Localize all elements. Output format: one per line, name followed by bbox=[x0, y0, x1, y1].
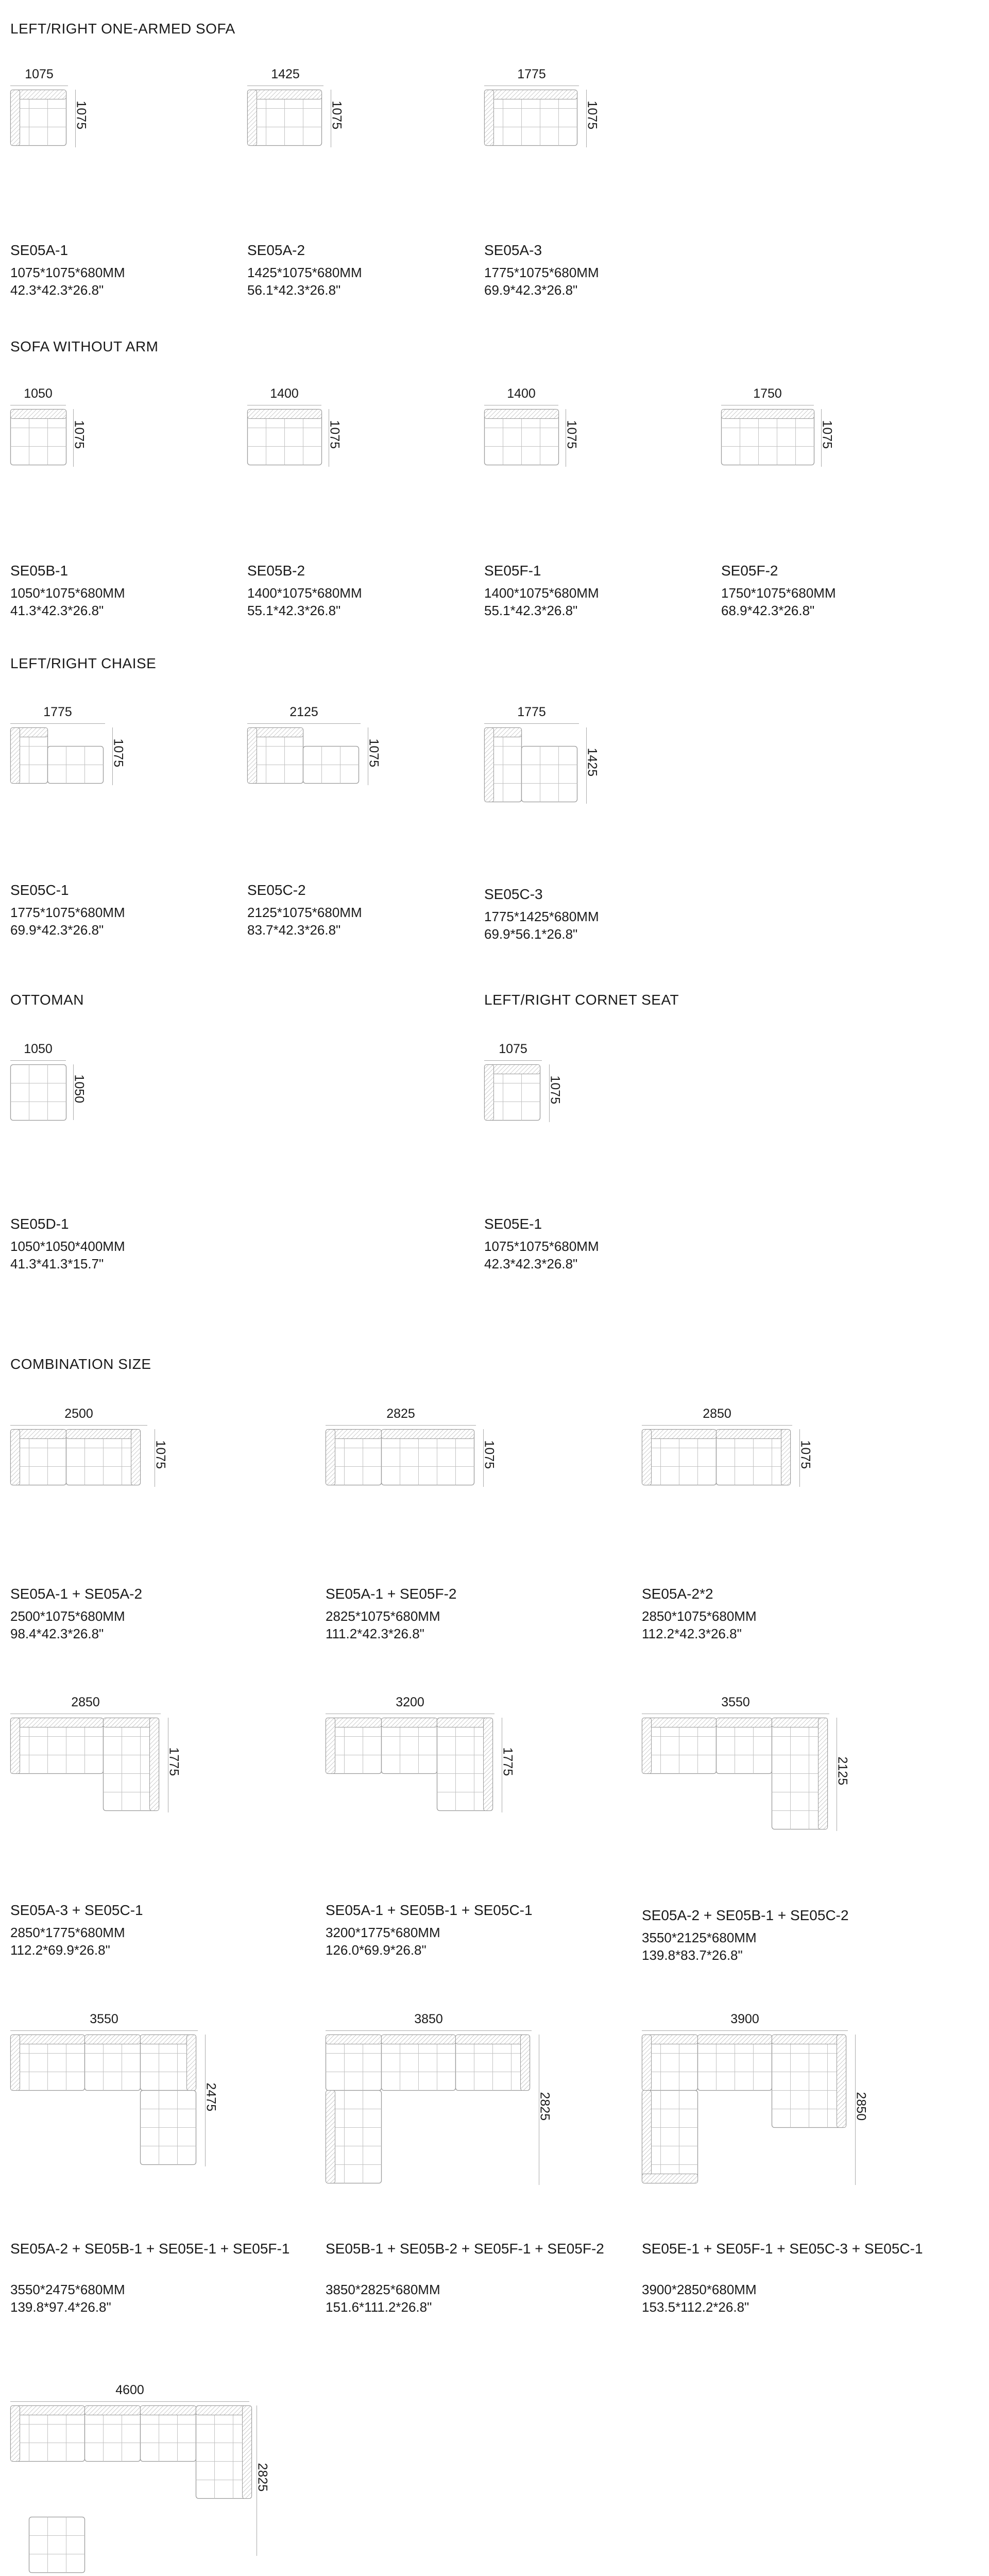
depth-dimension: 1075 bbox=[329, 100, 344, 130]
sofa-module bbox=[717, 1430, 791, 1485]
width-dimension-line bbox=[10, 2030, 198, 2031]
sofa-item-k7 bbox=[10, 2012, 290, 2315]
size-mm: 3850*2825*680MM bbox=[326, 2282, 440, 2297]
sofa-diagram bbox=[326, 1429, 477, 1488]
module-outline bbox=[522, 747, 577, 802]
backrest bbox=[781, 1430, 791, 1485]
size-inch: 56.1*42.3*26.8" bbox=[247, 282, 341, 298]
sofa-item-k2 bbox=[326, 1406, 517, 1647]
product-code: SE05A-2*2 bbox=[642, 1586, 713, 1602]
sofa-item-c1 bbox=[10, 705, 146, 943]
backrest bbox=[11, 2035, 20, 2091]
sofa-item-f2 bbox=[721, 386, 855, 623]
backrest bbox=[642, 1718, 652, 1774]
backrest bbox=[717, 1430, 791, 1439]
section-title-sofa-without-arm: SOFA WITHOUT ARM bbox=[10, 338, 159, 354]
backrest bbox=[837, 2035, 846, 2128]
width-dimension: 1075 bbox=[499, 1042, 527, 1056]
backrest bbox=[521, 2035, 530, 2091]
backrest bbox=[11, 1718, 104, 1727]
sofa-module bbox=[485, 90, 577, 146]
sofa-diagram bbox=[326, 1718, 496, 1814]
backrest bbox=[11, 2035, 85, 2044]
sofa-module bbox=[722, 410, 814, 465]
sofa-item-k9 bbox=[642, 2012, 923, 2315]
width-dimension: 2850 bbox=[703, 1406, 731, 1421]
sofa-module bbox=[11, 2406, 85, 2462]
backrest bbox=[85, 2406, 141, 2415]
product-code: SE05B-2 bbox=[247, 563, 305, 579]
sofa-module bbox=[717, 1718, 772, 1774]
backrest bbox=[11, 728, 20, 784]
product-code: SE05C-2 bbox=[247, 882, 306, 898]
sofa-module bbox=[326, 2091, 382, 2183]
sofa-module bbox=[326, 1718, 382, 1774]
product-code: SE05D-1 bbox=[10, 1216, 69, 1232]
sofa-diagram bbox=[642, 1718, 830, 1832]
width-dimension: 1400 bbox=[270, 386, 299, 401]
sofa-diagram bbox=[484, 409, 559, 468]
sofa-module bbox=[456, 2035, 530, 2091]
depth-dimension: 1075 bbox=[820, 420, 834, 449]
backrest bbox=[382, 1718, 437, 1727]
sofa-diagram bbox=[10, 1718, 162, 1814]
backrest bbox=[187, 2035, 196, 2091]
sofa-item-e1 bbox=[484, 1042, 599, 1277]
size-inch: 42.3*42.3*26.8" bbox=[484, 1256, 578, 1272]
size-inch: 69.9*42.3*26.8" bbox=[484, 282, 578, 298]
sofa-module bbox=[485, 1065, 540, 1121]
depth-dimension: 1075 bbox=[798, 1440, 813, 1469]
section-title-corner-seat: LEFT/RIGHT CORNET SEAT bbox=[484, 992, 679, 1008]
product-code: SE05F-2 bbox=[721, 563, 778, 579]
sofa-item-d1 bbox=[10, 1042, 125, 1277]
depth-dimension: 2850 bbox=[854, 2092, 868, 2121]
product-code: SE05A-1 + SE05B-1 + SE05C-1 bbox=[326, 1902, 533, 1918]
backrest bbox=[642, 1430, 652, 1485]
backrest bbox=[11, 90, 20, 146]
product-code: SE05A-2 + SE05B-1 + SE05E-1 + SE05F-1 bbox=[10, 2241, 290, 2257]
backrest bbox=[717, 1718, 772, 1727]
size-inch: 153.5*112.2*26.8" bbox=[642, 2299, 749, 2315]
backrest bbox=[11, 2406, 85, 2415]
sofa-module bbox=[196, 2406, 252, 2499]
width-dimension-line bbox=[10, 1425, 147, 1426]
depth-dimension: 1425 bbox=[585, 748, 600, 777]
width-dimension: 2850 bbox=[71, 1695, 100, 1709]
section-title-one-armed-sofa: LEFT/RIGHT ONE-ARMED SOFA bbox=[10, 21, 235, 37]
size-inch: 41.3*41.3*15.7" bbox=[10, 1256, 104, 1272]
product-code: SE05A-1 + SE05F-2 bbox=[326, 1586, 457, 1602]
size-mm: 1775*1075*680MM bbox=[10, 905, 125, 920]
width-dimension: 2125 bbox=[289, 705, 318, 719]
width-dimension: 1750 bbox=[753, 386, 782, 401]
sofa-diagram bbox=[484, 90, 580, 148]
size-mm: 2125*1075*680MM bbox=[247, 905, 362, 920]
sofa-module bbox=[141, 2406, 196, 2462]
sofa-diagram bbox=[10, 1429, 148, 1488]
size-inch: 98.4*42.3*26.8" bbox=[10, 1626, 104, 1641]
width-dimension: 3850 bbox=[414, 2012, 443, 2026]
size-inch: 83.7*42.3*26.8" bbox=[247, 922, 341, 938]
product-code: SE05F-1 bbox=[484, 563, 541, 579]
sofa-item-k6 bbox=[642, 1695, 871, 1968]
sofa-module bbox=[642, 1718, 717, 1774]
size-mm: 1075*1075*680MM bbox=[484, 1239, 599, 1254]
sofa-item-c2 bbox=[247, 705, 402, 943]
size-inch: 112.2*42.3*26.8" bbox=[642, 1626, 742, 1641]
depth-dimension: 2475 bbox=[203, 2082, 218, 2112]
width-dimension: 1775 bbox=[517, 67, 546, 81]
sofa-diagram bbox=[10, 727, 106, 786]
sofa-diagram bbox=[721, 409, 815, 468]
backrest bbox=[248, 90, 322, 99]
size-inch: 112.2*69.9*26.8" bbox=[10, 1942, 110, 1958]
width-dimension: 2825 bbox=[386, 1406, 415, 1421]
sofa-module bbox=[85, 2406, 141, 2462]
sofa-diagram bbox=[484, 727, 580, 805]
width-dimension-line bbox=[642, 1425, 792, 1426]
sofa-item-k4 bbox=[10, 1695, 202, 1963]
product-code: SE05A-2 + SE05B-1 + SE05C-2 bbox=[642, 1907, 849, 1923]
backrest bbox=[382, 2035, 456, 2044]
depth-dimension: 1075 bbox=[482, 1440, 497, 1469]
product-code: SE05A-2 bbox=[247, 242, 305, 258]
width-dimension: 3900 bbox=[730, 2012, 759, 2026]
product-code: SE05B-1 + SE05B-2 + SE05F-1 + SE05F-2 bbox=[326, 2241, 604, 2257]
depth-dimension: 1050 bbox=[72, 1074, 87, 1104]
sofa-module bbox=[48, 747, 104, 784]
sofa-module bbox=[772, 1718, 828, 1829]
width-dimension-line bbox=[247, 723, 361, 724]
depth-dimension: 1075 bbox=[74, 100, 89, 130]
backrest bbox=[382, 1430, 474, 1439]
sofa-module bbox=[85, 2035, 141, 2091]
sofa-module bbox=[437, 1718, 493, 1811]
sofa-module bbox=[141, 2035, 196, 2091]
backrest bbox=[772, 2035, 846, 2044]
sofa-module bbox=[141, 2091, 196, 2165]
sofa-diagram bbox=[10, 2405, 250, 2557]
backrest bbox=[248, 90, 257, 146]
depth-dimension: 1075 bbox=[366, 738, 381, 768]
product-code: SE05C-3 bbox=[484, 886, 543, 902]
backrest bbox=[456, 2035, 530, 2044]
backrest bbox=[326, 1430, 335, 1485]
backrest bbox=[485, 728, 494, 802]
sofa-item-k10 bbox=[10, 2383, 291, 2576]
sofa-module bbox=[11, 1718, 104, 1774]
size-inch: 69.9*42.3*26.8" bbox=[10, 922, 104, 938]
section-title-combination-size: COMBINATION SIZE bbox=[10, 1356, 151, 1372]
size-inch: 55.1*42.3*26.8" bbox=[247, 603, 341, 618]
size-inch: 151.6*111.2*26.8" bbox=[326, 2299, 432, 2315]
sofa-module bbox=[326, 2035, 382, 2091]
size-mm: 2850*1775*680MM bbox=[10, 1925, 125, 1940]
width-dimension-line bbox=[484, 723, 579, 724]
size-mm: 2500*1075*680MM bbox=[10, 1608, 125, 1624]
width-dimension-line bbox=[326, 2030, 532, 2031]
sofa-module bbox=[248, 410, 322, 465]
depth-dimension: 2825 bbox=[537, 2092, 552, 2121]
sofa-item-a2 bbox=[247, 67, 365, 303]
sofa-item-k1 bbox=[10, 1406, 189, 1647]
width-dimension: 1775 bbox=[43, 705, 72, 719]
width-dimension-line bbox=[484, 1060, 542, 1061]
size-mm: 1050*1075*680MM bbox=[10, 585, 125, 601]
backrest bbox=[11, 1430, 20, 1485]
sofa-diagram bbox=[326, 2035, 533, 2186]
size-mm: 1750*1075*680MM bbox=[721, 585, 836, 601]
size-mm: 1775*1075*680MM bbox=[484, 265, 599, 280]
product-code: SE05E-1 bbox=[484, 1216, 542, 1232]
sofa-item-k5 bbox=[326, 1695, 536, 1963]
depth-dimension: 2825 bbox=[255, 2463, 270, 2492]
sofa-module bbox=[485, 410, 559, 465]
width-dimension: 2500 bbox=[64, 1406, 93, 1421]
width-dimension: 1425 bbox=[271, 67, 300, 81]
depth-dimension: 1775 bbox=[166, 1747, 181, 1776]
depth-dimension: 1075 bbox=[153, 1440, 168, 1469]
sofa-diagram bbox=[247, 727, 362, 786]
sofa-diagram bbox=[484, 1064, 543, 1123]
width-dimension: 3550 bbox=[721, 1695, 750, 1709]
sofa-diagram bbox=[642, 1429, 793, 1488]
sofa-item-k3 bbox=[642, 1406, 833, 1647]
sofa-diagram bbox=[10, 90, 69, 148]
size-inch: 69.9*56.1*26.8" bbox=[484, 926, 578, 942]
backrest bbox=[819, 1718, 828, 1829]
sofa-item-k8 bbox=[326, 2012, 604, 2315]
backrest bbox=[141, 2406, 196, 2415]
size-inch: 139.8*97.4*26.8" bbox=[10, 2299, 111, 2315]
backrest bbox=[485, 1065, 494, 1121]
sofa-module bbox=[11, 1430, 66, 1485]
width-dimension: 1050 bbox=[24, 1042, 53, 1056]
sofa-module bbox=[698, 2035, 772, 2091]
module-outline bbox=[29, 2517, 85, 2573]
backrest bbox=[131, 1430, 141, 1485]
module-outline bbox=[11, 1065, 66, 1121]
sofa-module bbox=[642, 2091, 698, 2183]
depth-dimension: 1075 bbox=[585, 100, 600, 130]
sofa-module bbox=[485, 728, 522, 802]
size-inch: 126.0*69.9*26.8" bbox=[326, 1942, 427, 1958]
sofa-module bbox=[382, 1430, 474, 1485]
backrest bbox=[326, 2035, 382, 2044]
depth-dimension: 1075 bbox=[327, 420, 342, 449]
size-mm: 3200*1775*680MM bbox=[326, 1925, 440, 1940]
backrest bbox=[326, 2091, 335, 2183]
backrest bbox=[485, 90, 494, 146]
backrest bbox=[150, 1718, 159, 1811]
backrest bbox=[243, 2406, 252, 2499]
width-dimension: 1775 bbox=[517, 705, 546, 719]
width-dimension: 3200 bbox=[396, 1695, 424, 1709]
backrest bbox=[642, 2035, 652, 2091]
size-inch: 42.3*42.3*26.8" bbox=[10, 282, 104, 298]
size-mm: 3900*2850*680MM bbox=[642, 2282, 757, 2297]
depth-dimension: 1075 bbox=[111, 738, 126, 768]
backrest bbox=[698, 2035, 772, 2044]
depth-dimension: 1075 bbox=[72, 420, 87, 449]
backrest bbox=[485, 90, 577, 99]
sofa-diagram bbox=[247, 90, 325, 148]
width-dimension-line bbox=[10, 1060, 66, 1061]
backrest bbox=[642, 1430, 717, 1439]
width-dimension: 1075 bbox=[25, 67, 54, 81]
backrest bbox=[248, 728, 257, 784]
size-mm: 3550*2125*680MM bbox=[642, 1930, 757, 1945]
sofa-module bbox=[104, 1718, 159, 1811]
depth-dimension: 1075 bbox=[564, 420, 579, 449]
width-dimension: 1050 bbox=[24, 386, 53, 401]
section-title-chaise: LEFT/RIGHT CHAISE bbox=[10, 655, 157, 671]
sofa-module bbox=[642, 2035, 698, 2091]
sofa-module bbox=[642, 1430, 717, 1485]
section-title-ottoman: OTTOMAN bbox=[10, 992, 84, 1008]
sofa-module bbox=[772, 2035, 846, 2128]
sofa-item-b2 bbox=[247, 386, 363, 623]
size-mm: 3550*2475*680MM bbox=[10, 2282, 125, 2297]
width-dimension: 4600 bbox=[115, 2383, 144, 2397]
product-code: SE05E-1 + SE05F-1 + SE05C-3 + SE05C-1 bbox=[642, 2241, 923, 2257]
sofa-item-f1 bbox=[484, 386, 600, 623]
width-dimension: 3550 bbox=[90, 2012, 118, 2026]
sofa-module bbox=[303, 747, 359, 784]
size-inch: 68.9*42.3*26.8" bbox=[721, 603, 815, 618]
sofa-module bbox=[326, 1430, 382, 1485]
size-mm: 1050*1050*400MM bbox=[10, 1239, 125, 1254]
product-code: SE05C-1 bbox=[10, 882, 69, 898]
backrest bbox=[642, 2174, 698, 2183]
backrest bbox=[642, 1718, 717, 1727]
sofa-module bbox=[66, 1430, 141, 1485]
size-mm: 1425*1075*680MM bbox=[247, 265, 362, 280]
backrest bbox=[11, 1718, 20, 1774]
sofa-module bbox=[248, 90, 322, 146]
sofa-module bbox=[11, 1065, 66, 1121]
product-code: SE05A-3 bbox=[484, 242, 542, 258]
backrest bbox=[326, 1718, 335, 1774]
width-dimension: 1400 bbox=[507, 386, 536, 401]
size-inch: 41.3*42.3*26.8" bbox=[10, 603, 104, 618]
depth-dimension: 1775 bbox=[500, 1747, 515, 1776]
sofa-module bbox=[382, 2035, 456, 2091]
sofa-module bbox=[382, 1718, 437, 1774]
size-inch: 139.8*83.7*26.8" bbox=[642, 1947, 743, 1963]
size-mm: 1400*1075*680MM bbox=[247, 585, 362, 601]
sofa-item-b1 bbox=[10, 386, 125, 623]
size-inch: 111.2*42.3*26.8" bbox=[326, 1626, 424, 1641]
sofa-diagram bbox=[642, 2035, 849, 2186]
width-dimension-line bbox=[10, 723, 105, 724]
sofa-module bbox=[11, 2035, 85, 2091]
sofa-module bbox=[11, 728, 48, 784]
backrest bbox=[11, 410, 66, 419]
backrest bbox=[11, 2406, 20, 2462]
size-mm: 1075*1075*680MM bbox=[10, 265, 125, 280]
backrest bbox=[484, 1718, 493, 1811]
sofa-module bbox=[11, 90, 66, 146]
size-mm: 2850*1075*680MM bbox=[642, 1608, 757, 1624]
depth-dimension: 2125 bbox=[835, 1756, 850, 1786]
backrest bbox=[485, 410, 559, 419]
size-mm: 2825*1075*680MM bbox=[326, 1608, 440, 1624]
sofa-diagram bbox=[10, 1064, 67, 1121]
sofa-diagram bbox=[10, 2035, 199, 2167]
size-inch: 55.1*42.3*26.8" bbox=[484, 603, 578, 618]
product-code: SE05A-1 bbox=[10, 242, 69, 258]
sofa-item-a3 bbox=[484, 67, 620, 303]
size-mm: 1775*1425*680MM bbox=[484, 909, 599, 924]
sofa-module bbox=[522, 747, 577, 802]
backrest bbox=[722, 410, 814, 419]
sofa-module bbox=[11, 410, 66, 465]
depth-dimension: 1075 bbox=[548, 1075, 562, 1105]
sofa-diagram bbox=[247, 409, 322, 468]
width-dimension-line bbox=[326, 1425, 476, 1426]
product-code: SE05A-1 + SE05A-2 bbox=[10, 1586, 143, 1602]
backrest bbox=[66, 1430, 141, 1439]
product-code: SE05B-1 bbox=[10, 563, 69, 579]
sofa-item-a1 bbox=[10, 67, 125, 303]
sofa-module bbox=[29, 2517, 85, 2573]
sofa-module bbox=[248, 728, 303, 784]
sofa-item-c3 bbox=[484, 705, 620, 947]
sofa-diagram bbox=[10, 409, 67, 468]
backrest bbox=[248, 410, 322, 419]
width-dimension-line bbox=[10, 2401, 249, 2402]
width-dimension-line bbox=[642, 2030, 848, 2031]
backrest bbox=[642, 2091, 652, 2183]
product-code: SE05A-3 + SE05C-1 bbox=[10, 1902, 143, 1918]
size-mm: 1400*1075*680MM bbox=[484, 585, 599, 601]
backrest bbox=[85, 2035, 141, 2044]
